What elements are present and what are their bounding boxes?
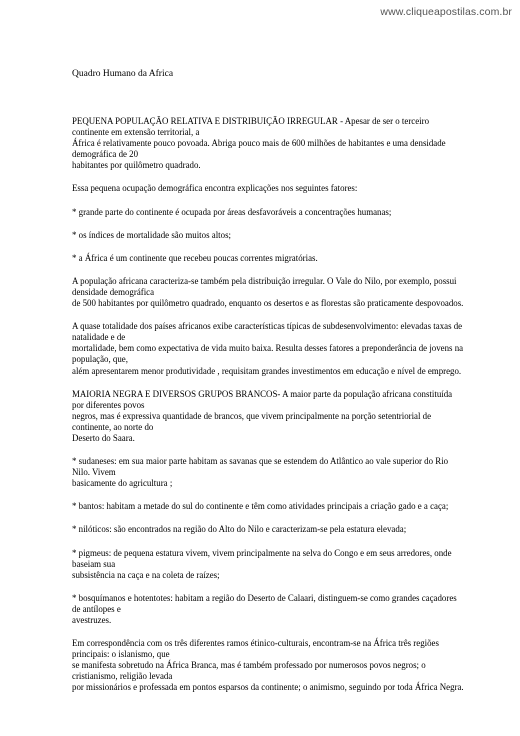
text-line: por missionários e professada em pontos esparsos da continente; o animismo, seguindo por toda África Negra. (72, 682, 464, 693)
document-title: Quadro Humano da Africa (72, 69, 174, 79)
text-line: demográfica de 20 (72, 149, 139, 160)
text-line: Nilo. Vivem (72, 467, 116, 478)
text-line: população, que, (72, 354, 128, 365)
text-line: Em correspondência com os três diferentes ramos étinico-culturais, encontram-se na África três regiões (72, 638, 439, 649)
paragraph (72, 230, 464, 241)
text-line: Essa pequena ocupação demográfica encontra explicações nos seguintes fatores: (72, 183, 358, 194)
text-line: A quase totalidade dos países africanos exibe características típicas de subdesenvolvimento: elevadas taxas de (72, 321, 463, 332)
text-line: * grande parte do continente é ocupada por áreas desfavoráveis a concentrações humanas; (72, 206, 392, 217)
text-line: continente, ao norte do (72, 421, 154, 432)
text-line: * os índices de mortalidade são muitos altos; (72, 229, 231, 240)
paragraph (72, 638, 464, 693)
paragraph (72, 548, 464, 581)
text-line: subsistência na caça e na coleta de raízes; (72, 569, 220, 580)
text-line: habitantes por quilômetro quadrado. (72, 160, 201, 171)
paragraph (72, 116, 464, 171)
text-line: * sudaneses: em sua maior parte habitam as savanas que se estendem do Atlântico ao vale superior do Rio (72, 456, 449, 467)
text-line: continente em extensão territorial, a (72, 127, 200, 138)
text-line: Deserto do Saara. (72, 432, 135, 443)
text-line: * bantos: habitam a metade do sul do continente e têm como atividades principais a criação gado e a caça; (72, 501, 449, 512)
text-line: além apresentarem menor produtividade , requisitam grandes investimentos em educação e nível de emprego. (72, 365, 462, 376)
text-line: se manifesta sobretudo na África Branca, mas é também professado por numerosos povos negros; o (72, 660, 426, 671)
text-line: densidade demográfica (72, 286, 155, 297)
text-line: mortalidade, bem como expectativa de vida muito baixa. Resulta desses fatores a preponderância de jovens na (72, 343, 464, 354)
text-line: PEQUENA POPULAÇÃO RELATIVA E DISTRIBUIÇÃO IRREGULAR - Apesar de ser o terceiro (72, 116, 430, 126)
text-line: * nilóticos: são encontrados na região do Alto do Nilo e caracterizam-se pela estatura elevada; (72, 524, 407, 535)
paragraph (72, 183, 464, 194)
text-line: negros, mas é expressiva quantidade de brancos, que vivem principalmente na porção setentriorial de (72, 410, 432, 421)
paragraph (72, 593, 464, 626)
text-line: * pigmeus: de pequena estatura vivem, vivem principalmente na selva do Congo e em seus arredores, onde (72, 547, 452, 558)
text-line: por diferentes povos (72, 399, 145, 410)
paragraph (72, 524, 464, 535)
paragraph (72, 456, 464, 489)
text-line: avestruzes. (72, 615, 112, 625)
paragraph (72, 276, 464, 309)
text-line: principais: o islanismo, que (72, 649, 170, 660)
text-line: * bosquímanos e hotentotes: habitam a região do Deserto de Calaari, distinguem-se como grandes caçadores (72, 592, 457, 603)
document-body (72, 116, 464, 706)
text-line: natalidade e de (72, 332, 126, 343)
text-line: MAIORIA NEGRA E DIVERSOS GRUPOS BRANCOS- A maior parte da população africana constituída (72, 388, 453, 399)
text-line: África é relativamente pouco povoada. Abriga pouco mais de 600 milhões de habitantes e uma densidade (72, 138, 446, 149)
paragraph (72, 389, 464, 444)
text-line: baseiam sua (72, 558, 116, 569)
text-line: de antílopes e (72, 603, 121, 614)
paragraph (72, 501, 464, 512)
paragraph (72, 253, 464, 264)
site-watermark: www.cliqueapostilas.com.br (380, 6, 512, 18)
text-line: de 500 habitantes por quilômetro quadrado, enquanto os desertos e as florestas são praticamente despovoados. (72, 298, 464, 309)
paragraph (72, 207, 464, 218)
text-line: basicamente do agricultura ; (72, 478, 173, 489)
text-line: * a África é um continente que recebeu poucas correntes migratórias. (72, 252, 318, 263)
text-line: A população africana caracteriza-se também pela distribuição irregular. O Vale do Nilo, por exemplo, possui (72, 275, 457, 286)
text-line: cristianismo, religião levada (72, 671, 173, 682)
paragraph (72, 321, 464, 376)
